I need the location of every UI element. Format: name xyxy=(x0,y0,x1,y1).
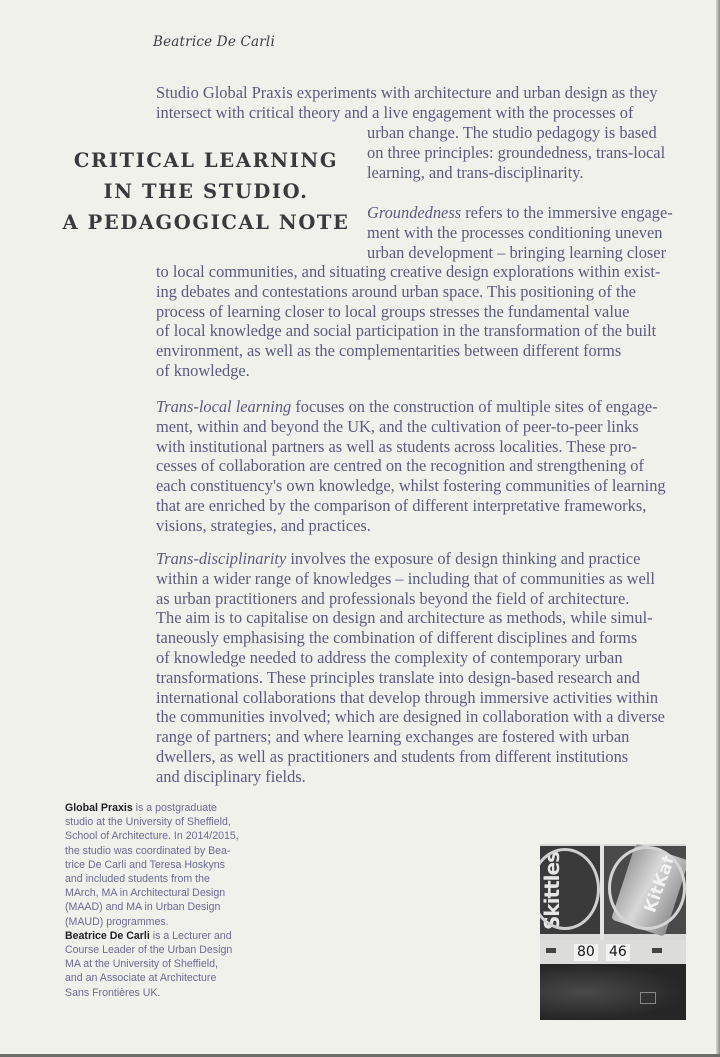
author-name: Beatrice De Carli xyxy=(153,34,275,50)
text-line: transformations. These principles translate into design-based research and xyxy=(156,667,640,687)
text-line: MArch, MA in Architectural Design xyxy=(65,887,226,900)
text-line: international collaborations that develop through immersive activities within xyxy=(156,687,659,707)
text-line: the communities involved; which are designed in collaboration with a diverse xyxy=(156,707,665,727)
term-trans-disciplinarity: Trans-disciplinarity xyxy=(156,549,287,568)
price-tag-marker xyxy=(652,948,662,953)
groundedness-paragraph-full xyxy=(156,262,660,381)
text-line: ment, within and beyond the UK, and the cultivation of peer-to-peer links xyxy=(156,416,639,436)
text-line: of local knowledge and social participation in the transformation of the built xyxy=(156,321,657,341)
text-line: range of partners; and where learning exchanges are fostered with urban xyxy=(156,727,630,747)
text-line: process of learning closer to local groups stresses the fundamental value xyxy=(156,301,630,321)
spiral-coil-right xyxy=(608,846,686,930)
text-line: trice De Carli and Teresa Hoskyns xyxy=(65,858,225,871)
text-line: cesses of collaboration are centred on the recognition and strengthening of xyxy=(156,456,644,476)
title-line: A PEDAGOGICAL NOTE xyxy=(62,211,350,234)
text-line: Beatrice De Carli is a Lecturer and xyxy=(65,929,232,942)
vending-machine-photo xyxy=(540,844,686,1020)
price-label-left: 80 xyxy=(574,944,598,961)
text-line: learning, and trans-disciplinarity. xyxy=(367,162,584,182)
trans-local-paragraph xyxy=(156,397,666,536)
snack-label-right: KitKat xyxy=(640,852,680,916)
text-line: Studio Global Praxis experiments with architecture and urban design as they xyxy=(156,83,658,102)
text-line: with institutional partners as well as students across localities. These pro- xyxy=(156,436,637,456)
intro-paragraph-top xyxy=(156,83,658,123)
text-line: that are enriched by the comparison of different interpretative frameworks, xyxy=(156,495,647,515)
lower-slot xyxy=(640,992,656,1004)
text-line: as urban practitioners and professionals beyond the field of architecture. xyxy=(156,588,630,608)
text-line: Trans-disciplinarity involves the exposure of design thinking and practice xyxy=(156,549,641,568)
lower-shelf xyxy=(540,964,686,1020)
trans-disciplinarity-paragraph xyxy=(156,549,665,787)
title-line: IN THE STUDIO. xyxy=(103,180,309,203)
title-line: CRITICAL LEARNING xyxy=(73,149,339,172)
text-line: of knowledge. xyxy=(156,360,250,380)
text-line: and an Associate at Architecture xyxy=(65,972,217,985)
text-line: School of Architecture. In 2014/2015, xyxy=(65,830,239,843)
term-groundedness: Groundedness xyxy=(367,203,462,222)
text-line: ment with the processes conditioning uneven xyxy=(367,222,663,242)
text-line: intersect with critical theory and a live engagement with the processes of xyxy=(156,102,634,122)
text-line: each constituency's own knowledge, whilst fostering communities of learning xyxy=(156,476,666,496)
text-line: dwellers, as well as practitioners and students from different institutions xyxy=(156,746,629,766)
snack-label-left: Skittles xyxy=(540,851,564,930)
text-line: urban development – bringing learning closer xyxy=(367,242,667,262)
text-line: on three principles: groundedness, trans-local xyxy=(367,142,666,162)
intro-paragraph-right xyxy=(367,123,665,182)
text-line: ing debates and contestations around urban space. This positioning of the xyxy=(156,281,636,301)
article-title xyxy=(60,145,352,238)
text-line: MA at the University of Sheffield, xyxy=(65,958,218,971)
text-line: and disciplinary fields. xyxy=(156,766,306,786)
text-line: Trans-local learning focuses on the construction of multiple sites of engage- xyxy=(156,397,658,416)
text-line: The aim is to capitalise on design and architecture as methods, while simul- xyxy=(156,608,653,628)
text-line: environment, as well as the complementarities between different forms xyxy=(156,341,622,361)
text-line: the studio was coordinated by Bea- xyxy=(65,844,231,857)
text-line: and included students from the xyxy=(65,873,210,886)
price-label-right: 46 xyxy=(606,944,630,961)
price-tag-marker xyxy=(546,948,556,953)
text-line: Global Praxis is a postgraduate xyxy=(65,802,217,814)
text-line: Groundedness refers to the immersive engage- xyxy=(367,203,673,222)
text-line: within a wider range of knowledges – including that of communities as well xyxy=(156,568,655,588)
text-line: taneously emphasising the combination of different disciplines and forms xyxy=(156,628,638,648)
text-line: to local communities, and situating creative design explorations within exist- xyxy=(156,262,661,281)
author-bio-name: Beatrice De Carli xyxy=(65,929,150,942)
page-edge xyxy=(716,0,720,1057)
text-line: urban change. The studio pedagogy is based xyxy=(367,123,657,142)
author-sidenote xyxy=(65,801,285,1000)
groundedness-paragraph-right xyxy=(367,203,673,262)
text-line: Sans Frontières UK. xyxy=(65,986,161,999)
text-line: (MAUD) programmes. xyxy=(65,915,169,928)
text-line: Course Leader of the Urban Design xyxy=(65,944,233,957)
studio-name: Global Praxis xyxy=(65,802,133,814)
term-trans-local: Trans-local learning xyxy=(156,397,292,416)
text-line: (MAAD) and MA in Urban Design xyxy=(65,901,221,914)
text-line: visions, strategies, and practices. xyxy=(156,515,371,535)
text-line: of knowledge needed to address the complexity of contemporary urban xyxy=(156,647,623,667)
text-line: studio at the University of Sheffield, xyxy=(65,816,231,829)
